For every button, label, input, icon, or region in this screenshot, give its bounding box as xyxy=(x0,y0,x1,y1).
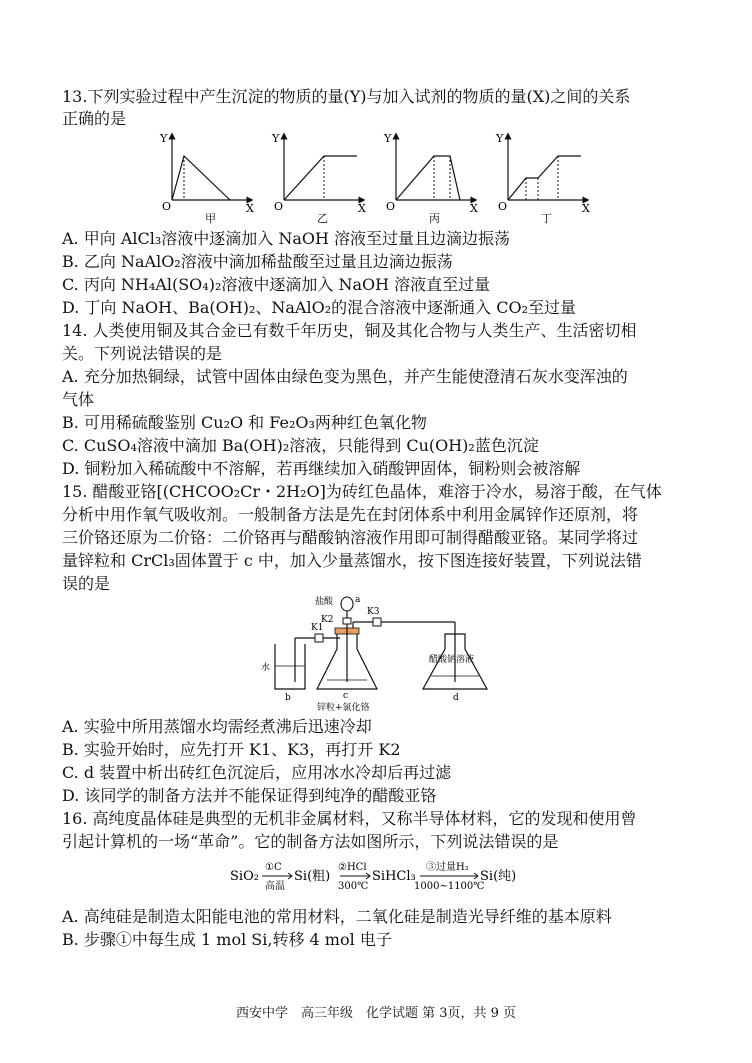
label-k2: K2 xyxy=(321,615,334,625)
graph-label: 乙 xyxy=(317,212,328,225)
water-label: 水 xyxy=(261,663,271,673)
graph-label: 丙 xyxy=(429,212,440,225)
scheme-sihcl3: SiHCl₃ xyxy=(372,869,416,884)
q16-scheme xyxy=(230,856,560,900)
q16-option-b: B. 步骤①中每生成 1 mol Si,转移 4 mol 电子 xyxy=(62,930,392,949)
valve-k3[interactable] xyxy=(367,607,381,626)
beaker-b xyxy=(261,638,340,703)
funnel-a xyxy=(315,595,361,616)
axis-y-label: Y xyxy=(384,132,392,145)
graph-label: 丁 xyxy=(541,212,552,225)
q13-option-a: A. 甲向 AlCl₃溶液中逐滴加入 NaOH 溶液至过量且边滴边振荡 xyxy=(62,229,511,248)
graph-jia xyxy=(159,132,254,225)
valve-k1[interactable] xyxy=(311,623,323,642)
q16-stem-line2: 引起计算机的一场“革命”。它的制备方法如图所示，下列说法错误的是 xyxy=(62,832,559,851)
axis-y-label: Y xyxy=(272,132,280,145)
axis-origin-label: O xyxy=(386,200,396,213)
label-k3: K3 xyxy=(367,607,380,617)
q14-option-a-cont: 气体 xyxy=(62,390,95,409)
q15-stem-line4: 量锌粒和 CrCl₃固体置于 c 中，加入少量蒸馏水，按下图连接好装置，下列说法错 xyxy=(62,551,642,570)
q15-option-b: B. 实验开始时，应先打开 K1、K3，再打开 K2 xyxy=(62,740,401,759)
q14-option-a: A. 充分加热铜绿，试管中固体由绿色变为黑色，并产生能使澄清石灰水变浑浊的 xyxy=(62,367,628,386)
label-d: d xyxy=(453,693,459,703)
scheme-si-pure: Si(纯) xyxy=(480,869,517,884)
q14-stem-line1: 14. 人类使用铜及其合金已有数千年历史，铜及其化合物与人类生产、生活密切相 xyxy=(62,321,637,340)
q15-stem-line3: 三价铬还原为二价铬：二价铬再与醋酸钠溶液作用即可制得醋酸亚铬。某同学将过 xyxy=(62,528,639,547)
axis-origin-label: O xyxy=(162,200,172,213)
axis-x-label: X xyxy=(582,202,590,215)
axis-origin-label: O xyxy=(498,200,508,213)
axis-y-label: Y xyxy=(160,132,168,145)
axis-x-label: X xyxy=(358,202,366,215)
q16-option-a: A. 高纯硅是制造太阳能电池的常用材料，二氧化硅是制造光导纤维的基本原料 xyxy=(62,907,612,926)
q16-stem-line1: 16. 高纯度晶体硅是典型的无机非金属材料，又称半导体材料，它的发现和使用曾 xyxy=(62,809,637,828)
graph-yi xyxy=(271,132,366,225)
q15-apparatus xyxy=(255,594,525,714)
acid-label: 盐酸 xyxy=(315,597,334,607)
q14-option-d: D. 铜粉加入稀硫酸中不溶解，若再继续加入硝酸钾固体，铜粉则会被溶解 xyxy=(62,459,581,478)
contents-label: 锌粒+氯化铬 xyxy=(317,703,370,713)
q14-option-c: C. CuSO₄溶液中滴加 Ba(OH)₂溶液，只能得到 Cu(OH)₂蓝色沉淀 xyxy=(62,436,539,455)
q13-option-d: D. 丁向 NaOH、Ba(OH)₂、NaAlO₂的混合溶液中逐渐通入 CO₂至过量 xyxy=(62,298,576,317)
label-a: a xyxy=(355,595,361,605)
scheme-step3-top: ③过量H₂ xyxy=(426,862,469,873)
q13-option-c: C. 丙向 NH₄Al(SO₄)₂溶液中逐滴加入 NaOH 溶液直至过量 xyxy=(62,275,491,294)
axis-x-label: X xyxy=(246,202,254,215)
q15-option-d: D. 该同学的制备方法并不能保证得到纯净的醋酸亚铬 xyxy=(62,786,437,805)
flask-c xyxy=(317,614,377,713)
q13-option-b: B. 乙向 NaAlO₂溶液中滴加稀盐酸至过量且边滴边振荡 xyxy=(62,252,453,271)
graph-bing xyxy=(383,132,478,225)
q15-stem-line2: 分析中用作氧气吸收剂。一般制备方法是先在封闭体系中利用金属锌作还原剂，将 xyxy=(62,505,639,524)
scheme-sio2: SiO₂ xyxy=(230,869,259,884)
label-b: b xyxy=(285,693,291,703)
scheme-step1-top: ①C xyxy=(265,862,282,873)
q13-stem-line2: 正确的是 xyxy=(62,109,127,128)
solution-label: 醋酸钠溶液 xyxy=(429,655,475,665)
q15-stem-line5: 误的是 xyxy=(62,574,111,593)
q15-stem-line1: 15. 醋酸亚铬[(CHCOO₂Cr・2H₂O]为砖红色晶体，难溶于冷水，易溶于酸，在气体 xyxy=(62,482,662,501)
q15-option-c: C. d 装置中析出砖红色沉淀后，应用冰水冷却后再过滤 xyxy=(62,763,452,782)
scheme-step1-bottom: 高温 xyxy=(265,881,285,892)
scheme-step2-top: ②HCl xyxy=(338,862,367,873)
axis-x-label: X xyxy=(470,202,478,215)
page-footer: 西安中学 高三年级 化学试题 第 3页，共 9 页 xyxy=(235,1006,517,1021)
q14-option-b: B. 可用稀硫酸鉴别 Cu₂O 和 Fe₂O₃两种红色氧化物 xyxy=(62,413,427,432)
scheme-step3-bottom: 1000~1100℃ xyxy=(414,881,485,892)
graph-ding xyxy=(495,132,590,225)
q14-stem-line2: 关。下列说法错误的是 xyxy=(62,344,223,363)
label-c: c xyxy=(343,691,349,701)
scheme-si-crude: Si(粗) xyxy=(294,869,331,884)
graph-label: 甲 xyxy=(205,212,216,225)
axis-origin-label: O xyxy=(274,200,284,213)
q15-option-a: A. 实验中所用蒸馏水均需经煮沸后迅速冷却 xyxy=(62,717,372,736)
q13-graphs xyxy=(150,128,590,228)
scheme-step2-bottom: 300℃ xyxy=(338,881,369,892)
q13-stem-line1: 13.下列实验过程中产生沉淀的物质的量(Y)与加入试剂的物质的量(X)之间的关系 xyxy=(62,87,631,106)
label-k1: K1 xyxy=(311,623,324,633)
axis-y-label: Y xyxy=(496,132,504,145)
